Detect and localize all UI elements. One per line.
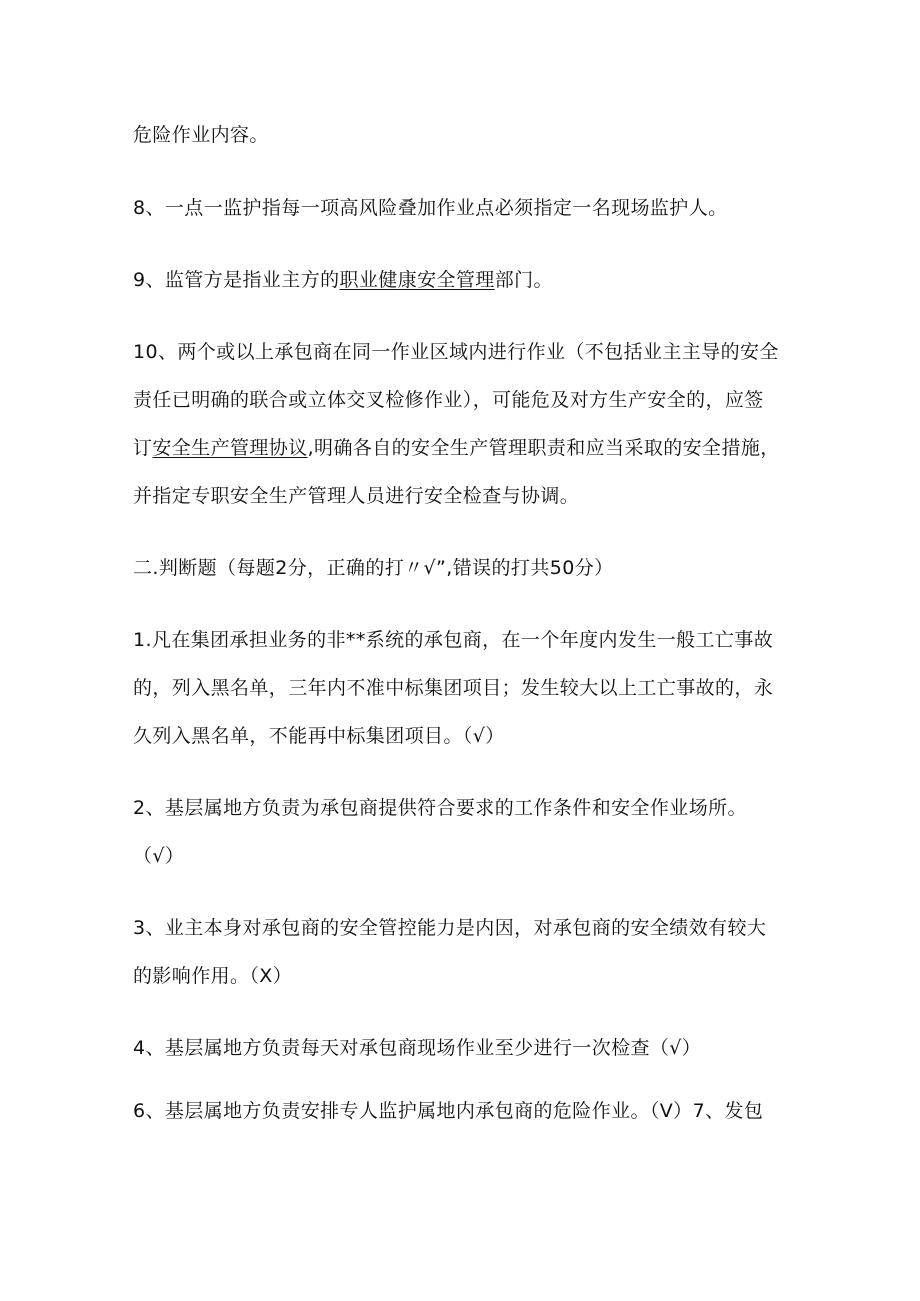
judge-item-1-line-1: 1.凡在集团承担业务的非**系统的承包商，在一个年度内发生一般工亡事故 (133, 629, 774, 651)
judge-item-1-line-2: 的，列入黑名单，三年内不准中标集团项目；发生较大以上工亡事故的，永 (133, 677, 774, 699)
item-10-line-2: 责任已明确的联合或立体交叉检修作业），可能危及对方生产安全的，应签 (133, 389, 764, 411)
judge-item-2-line-2: （√） (133, 845, 185, 867)
item-10-line-1: 10、两个或以上承包商在同一作业区域内进行作业（不包括业主主导的安全 (133, 341, 779, 363)
judge-item-6: 6、基层属地方负责安排专人监护属地内承包商的危险作业。（V）7、发包 (133, 1100, 764, 1122)
judge-item-3-line-2: 的影响作用。（X） (133, 965, 293, 987)
item-9: 9、监管方是指业主方的职业健康安全管理部门。 (133, 269, 553, 291)
item-10-line-4: 并指定专职安全生产管理人员进行安全检查与协调。 (133, 485, 580, 507)
text-line-1: 危险作业内容。 (133, 124, 269, 146)
judge-item-2-line-1: 2、基层属地方负责为承包商提供符合要求的工作条件和安全作业场所。 (133, 797, 747, 819)
judge-item-4: 4、基层属地方负责每天对承包商现场作业至少进行一次检查（√） (133, 1037, 702, 1059)
section-heading: 二.判断题（每题2分，正确的打〃√”,错误的打共50分） (133, 557, 614, 579)
judge-item-1-line-3: 久列入黑名单，不能再中标集团项目。（√） (133, 725, 505, 747)
underlined-term: 职业健康安全管理 (339, 269, 495, 291)
judge-item-3-line-1: 3、业主本身对承包商的安全管控能力是内因，对承包商的安全绩效有较大 (133, 917, 767, 939)
item-10-line-3: 订安全生产管理协议,明确各自的安全生产管理职责和应当采取的安全措施， (133, 437, 780, 459)
underlined-term: 安全生产管理协议 (152, 437, 308, 459)
item-8: 8、一点一监护指每一项高风险叠加作业点必须指定一名现场监护人。 (133, 197, 728, 219)
